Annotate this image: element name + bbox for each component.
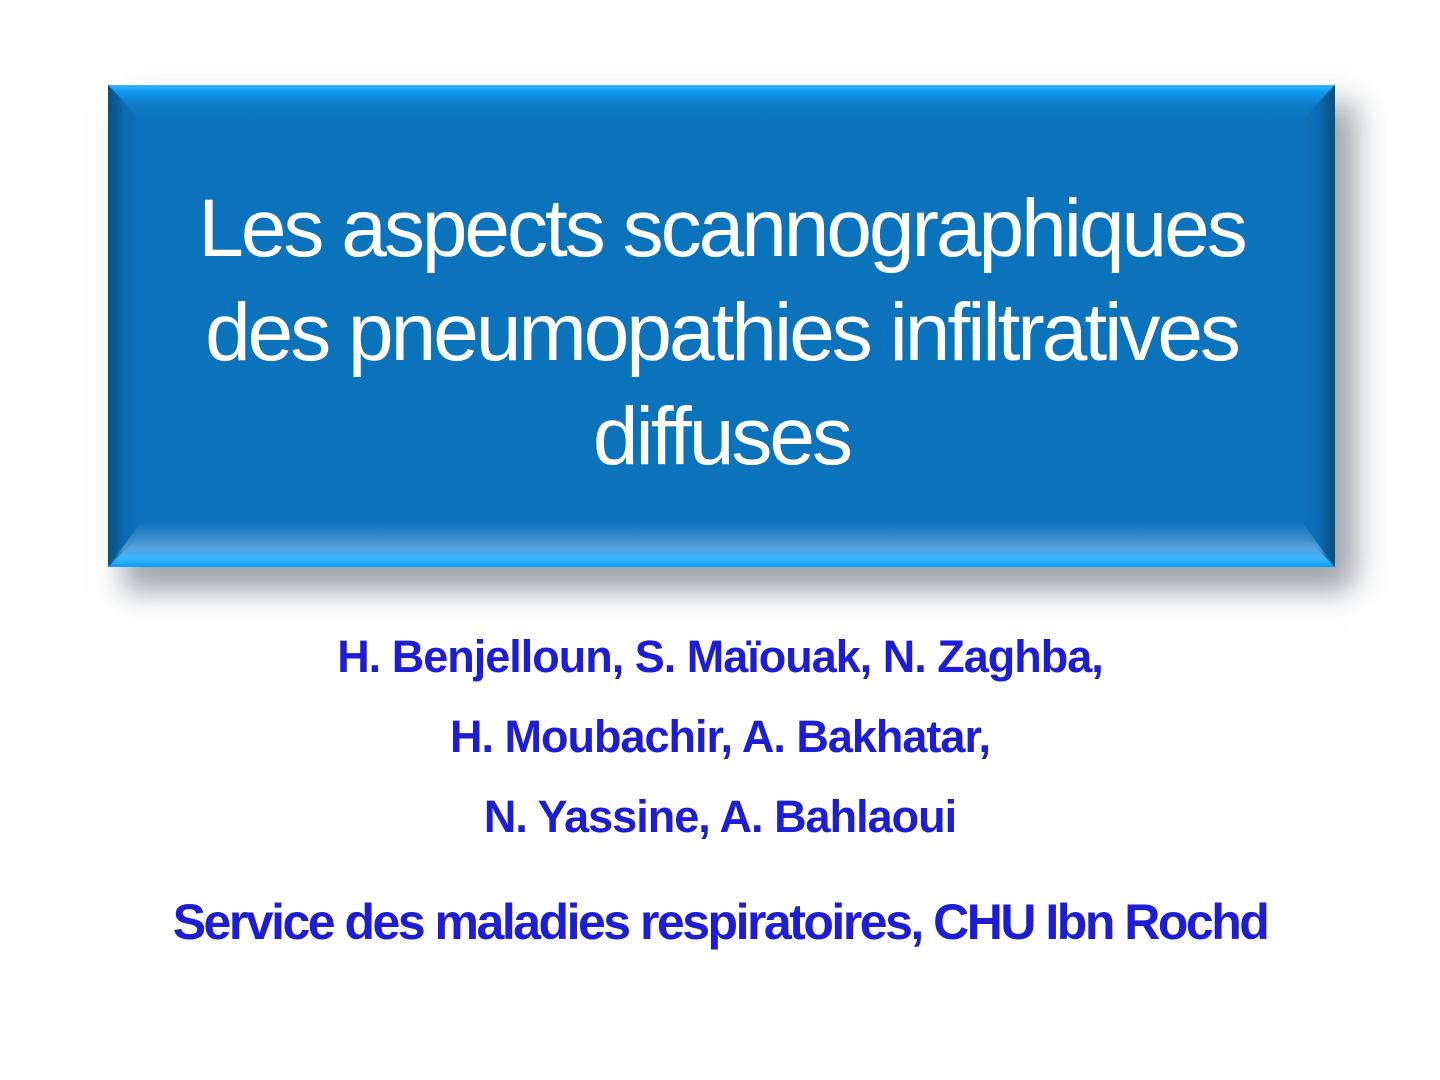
slide-title bbox=[198, 163, 1245, 489]
box-bevel-top bbox=[108, 85, 1335, 123]
affiliation-line: Service des maladies respiratoires, CHU Ibn Rochd bbox=[172, 894, 1268, 950]
authors-line-2: H. Moubachir, A. Bakhatar, bbox=[450, 711, 990, 762]
slide-title-line-3: diffuses bbox=[592, 391, 851, 482]
box-bevel-right bbox=[1305, 85, 1335, 567]
slide-title-line-2: des pneumopathies infiltratives bbox=[205, 287, 1238, 378]
box-bevel-bottom bbox=[108, 521, 1335, 567]
authors-line-3: N. Yassine, A. Bahlaoui bbox=[483, 791, 957, 842]
box-bevel-left bbox=[108, 85, 138, 567]
slide-title-line-1: Les aspects scannographiques bbox=[198, 183, 1245, 274]
authors-block bbox=[0, 617, 1440, 857]
authors-line-1: H. Benjelloun, S. Maïouak, N. Zaghba, bbox=[337, 631, 1103, 682]
title-box bbox=[108, 85, 1335, 567]
